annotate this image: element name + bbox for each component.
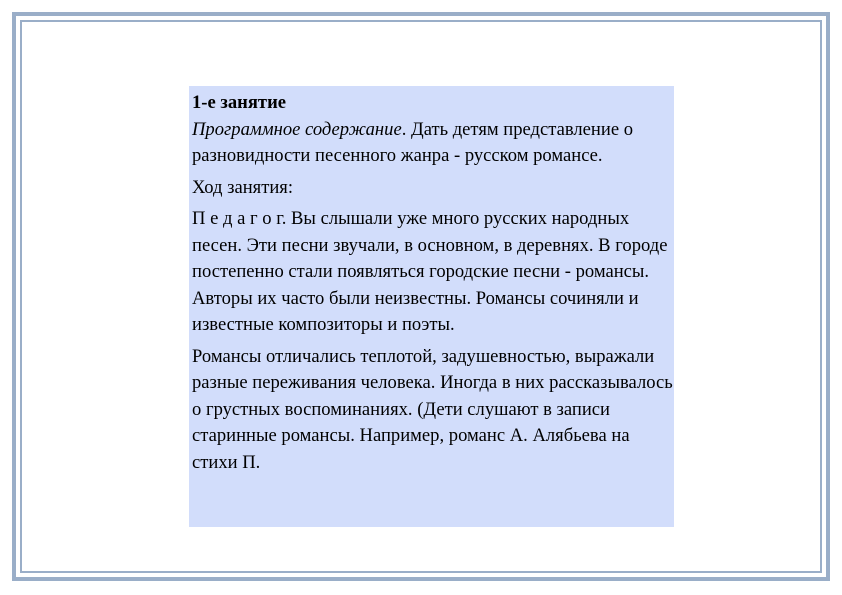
lesson-title-paragraph bbox=[192, 90, 674, 170]
program-label: Программное содержание bbox=[192, 118, 402, 140]
course-heading: Ход занятия: bbox=[192, 176, 294, 198]
lesson-title: 1-е занятие bbox=[192, 92, 287, 113]
program-text: . Дать детям представление о разновидности песенного жанра - русском романсе. bbox=[192, 118, 634, 166]
lesson-text-box bbox=[189, 86, 674, 527]
teacher-paragraph: П е д а г о г. Вы слышали уже много русских народных песен. Эти песни звучали, в основном, в деревнях. В городе постепенно стали появляться городские песни - романсы. Авторы их часто были неизвестны. Романсы сочиняли и известные композиторы и поэты. bbox=[192, 208, 668, 335]
romances-paragraph: Романсы отличались теплотой, задушевностью, выражали разные переживания человека. Иногда в них рассказывалось о грустных воспоминаниях. (Дети слушают в записи старинные романсы. Например, романс А. Алябьева на стихи П. bbox=[192, 345, 673, 473]
